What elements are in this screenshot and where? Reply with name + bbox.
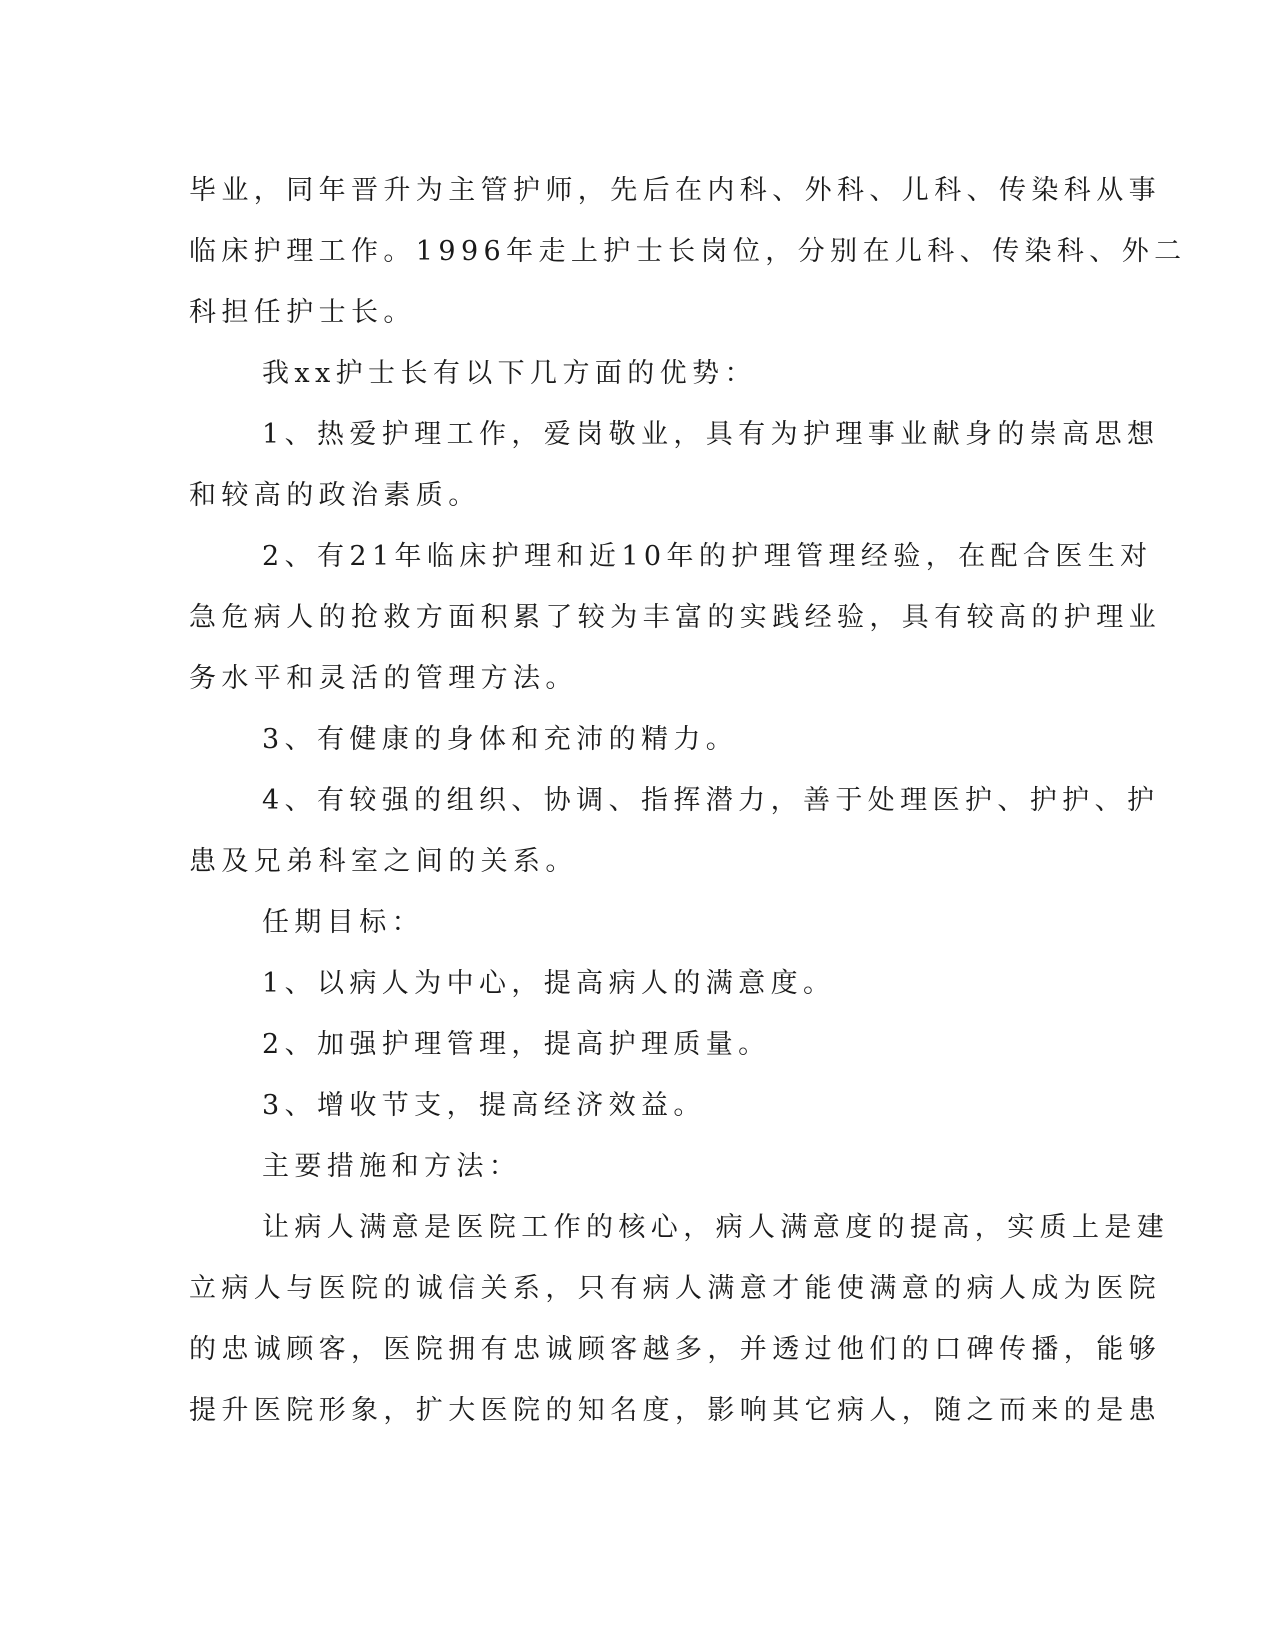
- body-line: 3、有健康的身体和充沛的精力。: [262, 724, 739, 755]
- body-line: 务水平和灵活的管理方法。: [189, 663, 578, 694]
- section-heading: 主要措施和方法：: [262, 1151, 522, 1182]
- body-line: 临床护理工作。1996年走上护士长岗位，分别在儿科、传染科、外二: [189, 236, 1187, 267]
- body-line: 2、加强护理管理，提高护理质量。: [262, 1029, 771, 1060]
- body-line: 让病人满意是医院工作的核心，病人满意度的提高，实质上是建: [262, 1212, 1170, 1243]
- body-line: 科担任护士长。: [189, 297, 416, 328]
- body-line: 我xx护士长有以下几方面的优势：: [262, 358, 757, 389]
- document-body: [189, 160, 1187, 1441]
- body-line: 急危病人的抢救方面积累了较为丰富的实践经验，具有较高的护理业: [189, 602, 1161, 633]
- body-line: 1、以病人为中心，提高病人的满意度。: [262, 968, 836, 999]
- section-heading: 任期目标：: [262, 907, 424, 938]
- body-line: 2、有21年临床护理和近10年的护理管理经验，在配合医生对: [262, 541, 1153, 572]
- body-line: 1、热爱护理工作，爱岗敬业，具有为护理事业献身的崇高思想: [262, 419, 1160, 450]
- body-line: 的忠诚顾客，医院拥有忠诚顾客越多，并透过他们的口碑传播，能够: [189, 1334, 1161, 1365]
- body-line: 毕业，同年晋升为主管护师，先后在内科、外科、儿科、传染科从事: [189, 175, 1161, 206]
- body-line: 和较高的政治素质。: [189, 480, 481, 511]
- body-line: 患及兄弟科室之间的关系。: [189, 846, 578, 877]
- body-line: 立病人与医院的诚信关系，只有病人满意才能使满意的病人成为医院: [189, 1273, 1161, 1304]
- body-line: 3、增收节支，提高经济效益。: [262, 1090, 706, 1121]
- body-line: 提升医院形象，扩大医院的知名度，影响其它病人，随之而来的是患: [189, 1395, 1161, 1426]
- body-line: 4、有较强的组织、协调、指挥潜力，善于处理医护、护护、护: [262, 785, 1160, 816]
